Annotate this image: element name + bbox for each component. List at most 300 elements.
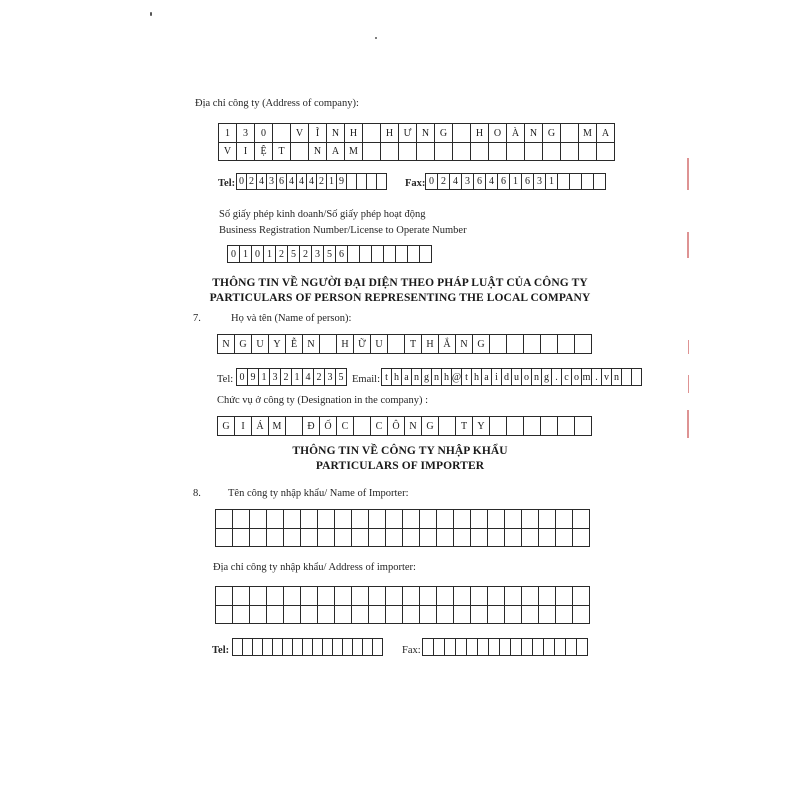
char-box[interactable]: [335, 605, 352, 624]
char-box[interactable]: [471, 142, 489, 161]
char-box[interactable]: H: [345, 123, 363, 143]
char-box[interactable]: [505, 586, 522, 606]
char-box[interactable]: 3: [462, 173, 474, 190]
char-box[interactable]: [454, 509, 471, 529]
char-box[interactable]: [555, 638, 566, 656]
char-box[interactable]: Ô: [388, 416, 405, 436]
char-box[interactable]: [253, 638, 263, 656]
char-box[interactable]: [377, 173, 387, 190]
char-box[interactable]: 4: [486, 173, 498, 190]
char-box[interactable]: A: [597, 123, 615, 143]
char-box[interactable]: [543, 142, 561, 161]
char-box[interactable]: 1: [264, 245, 276, 263]
char-box[interactable]: [541, 416, 558, 436]
char-box[interactable]: [352, 509, 369, 529]
char-box[interactable]: I: [237, 142, 255, 161]
char-box[interactable]: I: [235, 416, 252, 436]
char-box[interactable]: g: [422, 368, 432, 386]
char-box[interactable]: [420, 605, 437, 624]
char-box[interactable]: [437, 605, 454, 624]
char-box[interactable]: 1: [292, 368, 303, 386]
char-box[interactable]: [533, 638, 544, 656]
importer-address-line2-grid[interactable]: [215, 605, 590, 624]
char-box[interactable]: [408, 245, 420, 263]
char-box[interactable]: [575, 334, 592, 354]
company-tel-grid[interactable]: [236, 173, 387, 190]
char-box[interactable]: d: [502, 368, 512, 386]
char-box[interactable]: [575, 416, 592, 436]
char-box[interactable]: [233, 586, 250, 606]
char-box[interactable]: [522, 509, 539, 529]
char-box[interactable]: 1: [546, 173, 558, 190]
char-box[interactable]: 3: [312, 245, 324, 263]
char-box[interactable]: .: [552, 368, 562, 386]
char-box[interactable]: [333, 638, 343, 656]
char-box[interactable]: [489, 142, 507, 161]
char-box[interactable]: [561, 123, 579, 143]
char-box[interactable]: M: [269, 416, 286, 436]
char-box[interactable]: [566, 638, 577, 656]
char-box[interactable]: [353, 638, 363, 656]
char-box[interactable]: [369, 605, 386, 624]
char-box[interactable]: [273, 123, 291, 143]
company-address-line1-grid[interactable]: [218, 123, 615, 143]
char-box[interactable]: À: [507, 123, 525, 143]
char-box[interactable]: [471, 528, 488, 547]
char-box[interactable]: [417, 142, 435, 161]
char-box[interactable]: [318, 509, 335, 529]
char-box[interactable]: [573, 509, 590, 529]
char-box[interactable]: N: [309, 142, 327, 161]
char-box[interactable]: [267, 586, 284, 606]
char-box[interactable]: 5: [336, 368, 347, 386]
char-box[interactable]: [386, 509, 403, 529]
char-box[interactable]: [435, 142, 453, 161]
char-box[interactable]: Ư: [399, 123, 417, 143]
char-box[interactable]: i: [492, 368, 502, 386]
char-box[interactable]: [488, 509, 505, 529]
char-box[interactable]: [335, 528, 352, 547]
char-box[interactable]: [556, 605, 573, 624]
char-box[interactable]: 6: [336, 245, 348, 263]
char-box[interactable]: 4: [287, 173, 297, 190]
char-box[interactable]: [454, 528, 471, 547]
char-box[interactable]: Á: [252, 416, 269, 436]
char-box[interactable]: [250, 605, 267, 624]
char-box[interactable]: [420, 586, 437, 606]
char-box[interactable]: [558, 416, 575, 436]
char-box[interactable]: N: [525, 123, 543, 143]
importer-tel-grid[interactable]: [232, 638, 383, 656]
importer-name-line1-grid[interactable]: [215, 509, 590, 529]
char-box[interactable]: [594, 173, 606, 190]
char-box[interactable]: [522, 605, 539, 624]
char-box[interactable]: [373, 638, 383, 656]
char-box[interactable]: [597, 142, 615, 161]
char-box[interactable]: 3: [270, 368, 281, 386]
char-box[interactable]: [363, 123, 381, 143]
char-box[interactable]: n: [412, 368, 422, 386]
char-box[interactable]: N: [456, 334, 473, 354]
char-box[interactable]: [396, 245, 408, 263]
char-box[interactable]: [360, 245, 372, 263]
char-box[interactable]: Y: [269, 334, 286, 354]
char-box[interactable]: [488, 586, 505, 606]
char-box[interactable]: [369, 586, 386, 606]
char-box[interactable]: [381, 142, 399, 161]
char-box[interactable]: 2: [281, 368, 292, 386]
char-box[interactable]: 0: [237, 368, 248, 386]
char-box[interactable]: [369, 509, 386, 529]
person-designation-grid[interactable]: [217, 416, 592, 436]
char-box[interactable]: Đ: [303, 416, 320, 436]
importer-name-line2-grid[interactable]: [215, 528, 590, 547]
char-box[interactable]: [505, 605, 522, 624]
char-box[interactable]: [267, 509, 284, 529]
char-box[interactable]: [286, 416, 303, 436]
char-box[interactable]: [454, 586, 471, 606]
char-box[interactable]: [423, 638, 434, 656]
char-box[interactable]: [233, 528, 250, 547]
char-box[interactable]: [505, 528, 522, 547]
char-box[interactable]: [570, 173, 582, 190]
char-box[interactable]: [556, 586, 573, 606]
char-box[interactable]: 2: [314, 368, 325, 386]
char-box[interactable]: [291, 142, 309, 161]
char-box[interactable]: [524, 416, 541, 436]
char-box[interactable]: [556, 509, 573, 529]
char-box[interactable]: Ệ: [255, 142, 273, 161]
char-box[interactable]: [582, 173, 594, 190]
char-box[interactable]: [471, 509, 488, 529]
char-box[interactable]: [488, 605, 505, 624]
char-box[interactable]: [357, 173, 367, 190]
char-box[interactable]: [453, 123, 471, 143]
char-box[interactable]: 4: [257, 173, 267, 190]
char-box[interactable]: [437, 509, 454, 529]
char-box[interactable]: N: [405, 416, 422, 436]
char-box[interactable]: 1: [510, 173, 522, 190]
char-box[interactable]: [573, 528, 590, 547]
char-box[interactable]: Ĩ: [309, 123, 327, 143]
char-box[interactable]: [372, 245, 384, 263]
char-box[interactable]: 2: [438, 173, 450, 190]
char-box[interactable]: a: [482, 368, 492, 386]
char-box[interactable]: [456, 638, 467, 656]
char-box[interactable]: [318, 586, 335, 606]
char-box[interactable]: [335, 509, 352, 529]
char-box[interactable]: [233, 638, 243, 656]
char-box[interactable]: t: [382, 368, 392, 386]
char-box[interactable]: g: [542, 368, 552, 386]
char-box[interactable]: V: [219, 142, 237, 161]
char-box[interactable]: [453, 142, 471, 161]
char-box[interactable]: @: [452, 368, 462, 386]
char-box[interactable]: [386, 605, 403, 624]
char-box[interactable]: [250, 528, 267, 547]
char-box[interactable]: [539, 586, 556, 606]
importer-fax-grid[interactable]: [422, 638, 588, 656]
char-box[interactable]: [471, 605, 488, 624]
person-tel-grid[interactable]: [236, 368, 347, 386]
char-box[interactable]: [369, 528, 386, 547]
char-box[interactable]: [323, 638, 333, 656]
char-box[interactable]: [505, 509, 522, 529]
char-box[interactable]: h: [392, 368, 402, 386]
char-box[interactable]: [524, 334, 541, 354]
char-box[interactable]: .: [592, 368, 602, 386]
char-box[interactable]: [558, 334, 575, 354]
char-box[interactable]: [522, 528, 539, 547]
char-box[interactable]: [500, 638, 511, 656]
char-box[interactable]: [471, 586, 488, 606]
char-box[interactable]: o: [572, 368, 582, 386]
char-box[interactable]: U: [252, 334, 269, 354]
char-box[interactable]: [439, 416, 456, 436]
char-box[interactable]: 1: [240, 245, 252, 263]
char-box[interactable]: 2: [317, 173, 327, 190]
char-box[interactable]: 0: [255, 123, 273, 143]
char-box[interactable]: [363, 638, 373, 656]
char-box[interactable]: 5: [324, 245, 336, 263]
char-box[interactable]: 0: [237, 173, 247, 190]
char-box[interactable]: a: [402, 368, 412, 386]
char-box[interactable]: m: [582, 368, 592, 386]
char-box[interactable]: 4: [297, 173, 307, 190]
char-box[interactable]: [343, 638, 353, 656]
char-box[interactable]: [403, 509, 420, 529]
char-box[interactable]: T: [405, 334, 422, 354]
char-box[interactable]: T: [273, 142, 291, 161]
char-box[interactable]: [573, 586, 590, 606]
char-box[interactable]: 2: [247, 173, 257, 190]
char-box[interactable]: [573, 605, 590, 624]
char-box[interactable]: [267, 605, 284, 624]
char-box[interactable]: [507, 142, 525, 161]
char-box[interactable]: Ắ: [439, 334, 456, 354]
char-box[interactable]: [445, 638, 456, 656]
char-box[interactable]: [488, 528, 505, 547]
char-box[interactable]: H: [337, 334, 354, 354]
char-box[interactable]: n: [432, 368, 442, 386]
char-box[interactable]: H: [381, 123, 399, 143]
char-box[interactable]: [216, 586, 233, 606]
char-box[interactable]: M: [579, 123, 597, 143]
char-box[interactable]: [539, 605, 556, 624]
char-box[interactable]: [354, 416, 371, 436]
char-box[interactable]: 4: [303, 368, 314, 386]
char-box[interactable]: [522, 638, 533, 656]
char-box[interactable]: 2: [300, 245, 312, 263]
char-box[interactable]: n: [612, 368, 622, 386]
char-box[interactable]: 9: [248, 368, 259, 386]
char-box[interactable]: [250, 509, 267, 529]
char-box[interactable]: [367, 173, 377, 190]
char-box[interactable]: [558, 173, 570, 190]
char-box[interactable]: [284, 509, 301, 529]
char-box[interactable]: 6: [474, 173, 486, 190]
char-box[interactable]: [284, 605, 301, 624]
company-fax-grid[interactable]: [425, 173, 606, 190]
char-box[interactable]: [303, 638, 313, 656]
char-box[interactable]: 6: [498, 173, 510, 190]
char-box[interactable]: 2: [276, 245, 288, 263]
char-box[interactable]: [348, 245, 360, 263]
char-box[interactable]: [347, 173, 357, 190]
registration-number-grid[interactable]: [227, 245, 432, 263]
char-box[interactable]: [437, 528, 454, 547]
importer-address-line1-grid[interactable]: [215, 586, 590, 606]
char-box[interactable]: [403, 605, 420, 624]
company-address-line2-grid[interactable]: [218, 142, 615, 161]
char-box[interactable]: [318, 605, 335, 624]
char-box[interactable]: o: [522, 368, 532, 386]
char-box[interactable]: 1: [219, 123, 237, 143]
char-box[interactable]: 6: [277, 173, 287, 190]
char-box[interactable]: [335, 586, 352, 606]
char-box[interactable]: N: [327, 123, 345, 143]
char-box[interactable]: [539, 528, 556, 547]
char-box[interactable]: [434, 638, 445, 656]
char-box[interactable]: [386, 528, 403, 547]
char-box[interactable]: [511, 638, 522, 656]
char-box[interactable]: [561, 142, 579, 161]
char-box[interactable]: [544, 638, 555, 656]
char-box[interactable]: [293, 638, 303, 656]
char-box[interactable]: [216, 605, 233, 624]
char-box[interactable]: [386, 586, 403, 606]
char-box[interactable]: [577, 638, 588, 656]
char-box[interactable]: U: [371, 334, 388, 354]
char-box[interactable]: 0: [252, 245, 264, 263]
char-box[interactable]: N: [417, 123, 435, 143]
char-box[interactable]: [352, 605, 369, 624]
char-box[interactable]: [320, 334, 337, 354]
char-box[interactable]: C: [337, 416, 354, 436]
char-box[interactable]: G: [543, 123, 561, 143]
char-box[interactable]: Ữ: [354, 334, 371, 354]
char-box[interactable]: c: [562, 368, 572, 386]
char-box[interactable]: 6: [522, 173, 534, 190]
char-box[interactable]: [541, 334, 558, 354]
char-box[interactable]: 3: [534, 173, 546, 190]
char-box[interactable]: [622, 368, 632, 386]
char-box[interactable]: 0: [228, 245, 240, 263]
char-box[interactable]: [490, 416, 507, 436]
char-box[interactable]: N: [218, 334, 235, 354]
char-box[interactable]: 3: [325, 368, 336, 386]
char-box[interactable]: 4: [307, 173, 317, 190]
char-box[interactable]: [233, 509, 250, 529]
char-box[interactable]: [273, 638, 283, 656]
char-box[interactable]: [420, 245, 432, 263]
char-box[interactable]: 5: [288, 245, 300, 263]
char-box[interactable]: 4: [450, 173, 462, 190]
char-box[interactable]: [313, 638, 323, 656]
char-box[interactable]: H: [422, 334, 439, 354]
char-box[interactable]: C: [371, 416, 388, 436]
char-box[interactable]: [490, 334, 507, 354]
char-box[interactable]: h: [442, 368, 452, 386]
person-email-grid[interactable]: [381, 368, 642, 386]
char-box[interactable]: [352, 528, 369, 547]
char-box[interactable]: [318, 528, 335, 547]
char-box[interactable]: [250, 586, 267, 606]
char-box[interactable]: [384, 245, 396, 263]
char-box[interactable]: 3: [267, 173, 277, 190]
char-box[interactable]: [403, 528, 420, 547]
char-box[interactable]: [420, 509, 437, 529]
char-box[interactable]: h: [472, 368, 482, 386]
char-box[interactable]: [301, 509, 318, 529]
char-box[interactable]: [363, 142, 381, 161]
char-box[interactable]: 0: [426, 173, 438, 190]
char-box[interactable]: [539, 509, 556, 529]
char-box[interactable]: A: [327, 142, 345, 161]
char-box[interactable]: [399, 142, 417, 161]
char-box[interactable]: [388, 334, 405, 354]
char-box[interactable]: [632, 368, 642, 386]
char-box[interactable]: [403, 586, 420, 606]
char-box[interactable]: [283, 638, 293, 656]
char-box[interactable]: G: [473, 334, 490, 354]
char-box[interactable]: [301, 528, 318, 547]
char-box[interactable]: [216, 509, 233, 529]
char-box[interactable]: [507, 416, 524, 436]
char-box[interactable]: [267, 528, 284, 547]
char-box[interactable]: [263, 638, 273, 656]
char-box[interactable]: G: [422, 416, 439, 436]
char-box[interactable]: 3: [237, 123, 255, 143]
char-box[interactable]: [216, 528, 233, 547]
char-box[interactable]: M: [345, 142, 363, 161]
char-box[interactable]: G: [235, 334, 252, 354]
char-box[interactable]: [284, 528, 301, 547]
char-box[interactable]: O: [489, 123, 507, 143]
char-box[interactable]: 1: [259, 368, 270, 386]
char-box[interactable]: [420, 528, 437, 547]
char-box[interactable]: G: [218, 416, 235, 436]
char-box[interactable]: 9: [337, 173, 347, 190]
char-box[interactable]: [556, 528, 573, 547]
person-name-grid[interactable]: [217, 334, 592, 354]
char-box[interactable]: [478, 638, 489, 656]
char-box[interactable]: [489, 638, 500, 656]
char-box[interactable]: T: [456, 416, 473, 436]
char-box[interactable]: [467, 638, 478, 656]
char-box[interactable]: u: [512, 368, 522, 386]
char-box[interactable]: [507, 334, 524, 354]
char-box[interactable]: [579, 142, 597, 161]
char-box[interactable]: n: [532, 368, 542, 386]
char-box[interactable]: [233, 605, 250, 624]
char-box[interactable]: [352, 586, 369, 606]
char-box[interactable]: Y: [473, 416, 490, 436]
char-box[interactable]: t: [462, 368, 472, 386]
char-box[interactable]: [522, 586, 539, 606]
char-box[interactable]: [454, 605, 471, 624]
char-box[interactable]: G: [435, 123, 453, 143]
char-box[interactable]: [301, 605, 318, 624]
char-box[interactable]: [284, 586, 301, 606]
char-box[interactable]: [301, 586, 318, 606]
char-box[interactable]: [437, 586, 454, 606]
char-box[interactable]: Ố: [320, 416, 337, 436]
char-box[interactable]: V: [291, 123, 309, 143]
char-box[interactable]: v: [602, 368, 612, 386]
char-box[interactable]: H: [471, 123, 489, 143]
char-box[interactable]: N: [303, 334, 320, 354]
